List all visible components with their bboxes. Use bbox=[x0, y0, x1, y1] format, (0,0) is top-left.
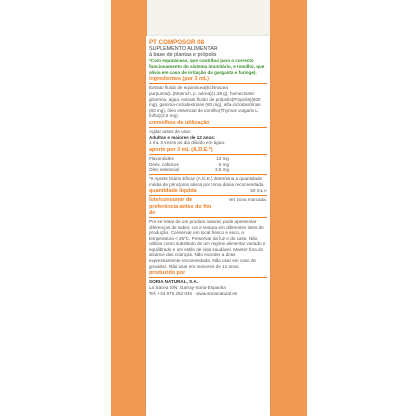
dose-heading: aporte por 3 mL (A.D.E.*) bbox=[149, 146, 213, 153]
usage-line-2: Adultos e maiores de 12 anos: bbox=[149, 134, 216, 140]
ingredients-text: Extrato fluído de equinácea(Echinacea purpurea(L.)Moench, p. aérea)(1,38 g), humectante: glicerina, água, extrato fluído de própolis(Propolis)(600 mg), gamma-ciclodextrinas (60 mg), alfa-ciclodextrinas (60 mg), óleo essencial de tomilho(Thymus vulgaris L. folha)(3,5 mg). bbox=[149, 85, 261, 119]
health-claim: *Com equináceas, que contribui para o correcto funcionamento do sistema imunitário, e tomilho, que alivia em caso de irritação da garganta e faringe). bbox=[149, 58, 265, 75]
divider bbox=[149, 217, 267, 218]
producer-name: SORIA NATURAL, S.A. bbox=[149, 279, 198, 285]
divider bbox=[149, 195, 267, 196]
right-orange-stripe bbox=[270, 0, 307, 416]
language-code: PT bbox=[149, 39, 157, 46]
quantity-value: 50 mL ℮ bbox=[250, 188, 267, 194]
usage-heading: conselhos de utilização bbox=[149, 119, 210, 126]
quantity-label: quantidade líquida bbox=[149, 188, 197, 195]
subtitle-line-1: SUPLEMENTO ALIMENTAR bbox=[149, 46, 218, 52]
dose-value: 3,5 mg bbox=[214, 167, 229, 173]
label-leaflet bbox=[146, 36, 270, 416]
producer-contact: Tel: +34 975 252 046 · www.sorianatural.es bbox=[149, 290, 238, 296]
lot-row bbox=[149, 197, 267, 216]
dose-footnote: *0 Aporte Diário Eficaz (A.D.E.) determina a quantidade média de princípios ativos por toma diária recomendada. bbox=[149, 175, 265, 187]
product-name: COMPOSOR 08 bbox=[158, 39, 205, 46]
dose-name: Óleo essencial bbox=[149, 167, 180, 173]
dose-table bbox=[149, 156, 229, 173]
divider bbox=[149, 127, 267, 128]
notes-text: Por se tratar de um produto natural, pode apresentar diferenças de sabor, cor e textura em diferentes lotes de produção. Conservar em local fresco e seco, a temperatura < 25ºC. Preservar da luz e do calor. Não utilizar como substituto de um regime alimentar variado e equilibrado e um estilo de vida saudável. Manter fora do alcance das crianças. Não exceder a dose expressamente recomendada. Não usar em caso de gravidez. Não usar em menores de 12 anos. bbox=[149, 218, 266, 269]
table-row bbox=[149, 167, 229, 173]
lot-value: Ver zona marcada. bbox=[228, 197, 267, 203]
usage-line-3: 1 mL 3 vezes ao dia diluído em água. bbox=[149, 140, 226, 146]
producer-heading: produzido por bbox=[149, 270, 186, 277]
divider bbox=[149, 83, 267, 84]
dose-name: Deriv. cafeicos bbox=[149, 161, 179, 167]
left-orange-stripe bbox=[111, 0, 147, 416]
dose-value: 12 mg bbox=[216, 156, 229, 162]
producer-address: La Sacea S/N, Garray-Soria-Espanha bbox=[149, 285, 226, 291]
usage-line-1: Agitar antes de usar. bbox=[149, 129, 192, 135]
lot-label: lote/consumir de preferência antes do fim de bbox=[149, 197, 212, 216]
divider bbox=[149, 154, 267, 155]
product-title bbox=[149, 39, 267, 46]
divider bbox=[149, 174, 267, 175]
dose-value: 6 mg bbox=[218, 161, 229, 167]
subtitle-line-2: à base de plantas e própolis bbox=[149, 52, 217, 59]
quantity-row bbox=[149, 188, 267, 194]
ingredients-heading: ingredientes (por 3 mL) bbox=[149, 76, 209, 83]
divider bbox=[149, 277, 267, 278]
dose-name: Flavonóides bbox=[149, 156, 174, 162]
